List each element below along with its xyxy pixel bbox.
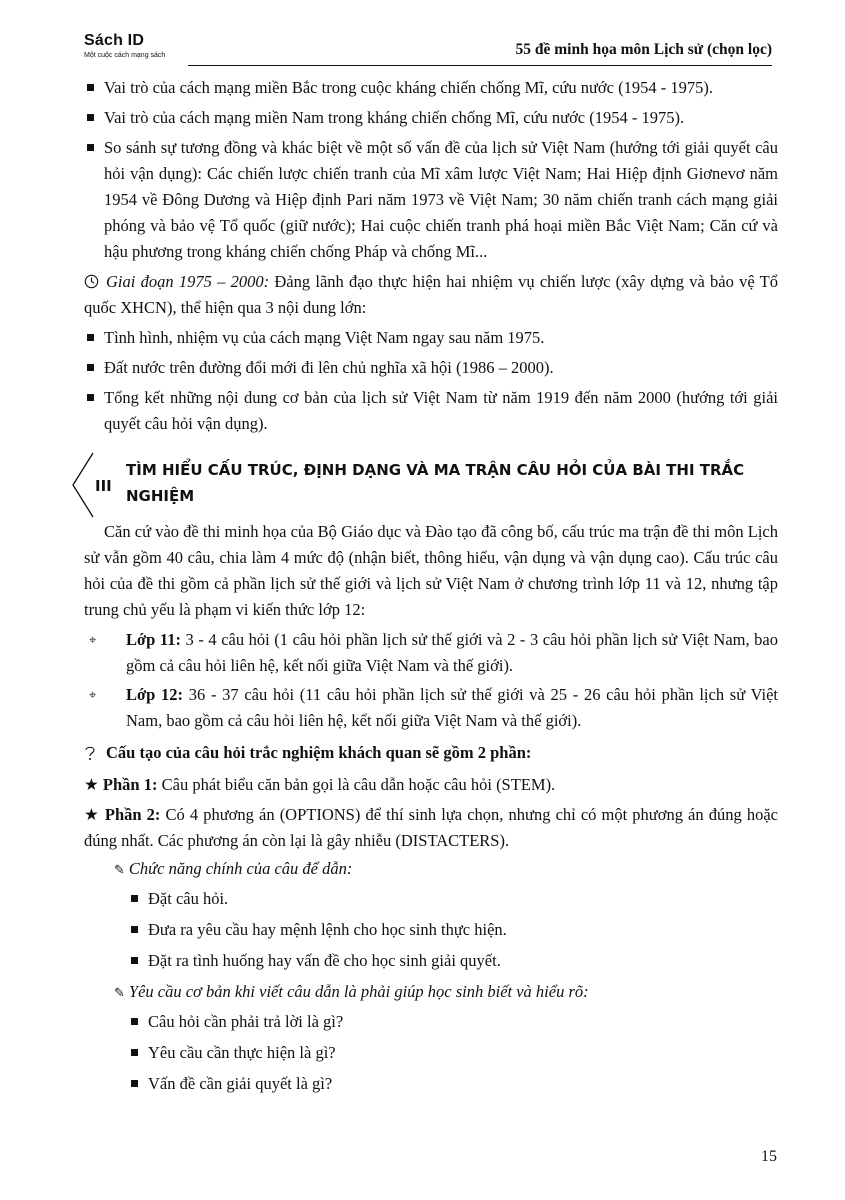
functions-heading: ✎ Chức năng chính của câu để dẫn: xyxy=(114,859,353,878)
chevron-badge-icon xyxy=(71,451,117,527)
functions-list xyxy=(128,886,778,974)
square-bullet-icon xyxy=(87,394,94,401)
list-item: So sánh sự tương đồng và khác biệt về một số vấn đề của lịch sử Việt Nam (hướng tới giải quyết câu hỏi vận dụng): Các chiến lược chiến tranh của Mĩ xâm lược Việt Nam; Hai Hiệp định Giơnevơ năm 1954 về Đông Dương và Hiệp định Pari năm 1973 về Việt Nam; 30 năm chiến tranh cách mạng giải phóng và bảo vệ Tổ quốc (giữ nước); Hai cuộc chiến tranh phá hoại miền Bắc Việt Nam; Căn cứ và hậu phương trong kháng chiến chống Pháp và chống Mĩ... xyxy=(84,135,778,265)
section-title: TÌM HIỂU CẤU TRÚC, ĐỊNH DẠNG VÀ MA TRẬN CÂU HỎI CỦA BÀI THI TRẮC NGHIỆM xyxy=(126,461,745,505)
list-item: Yêu cầu cần thực hiện là gì? xyxy=(128,1040,778,1066)
period-bullet-list xyxy=(84,325,778,437)
question-mark-icon xyxy=(84,740,106,766)
requirements-list xyxy=(128,1009,778,1097)
brand-slogan: Một cuộc cách mạng sách xyxy=(84,52,166,59)
square-bullet-icon xyxy=(87,114,94,121)
brand-logo xyxy=(84,32,165,60)
list-item: Đất nước trên đường đổi mới đi lên chủ nghĩa xã hội (1986 – 2000). xyxy=(84,355,778,381)
section-numeral: III xyxy=(95,477,112,495)
square-bullet-icon xyxy=(87,144,94,151)
question-heading: Cấu tạo của câu hỏi trắc nghiệm khách quan sẽ gồm 2 phần: xyxy=(84,740,778,766)
list-item: Đặt ra tình huống hay vấn đề cho học sinh giải quyết. xyxy=(128,948,778,974)
list-item: Tổng kết những nội dung cơ bản của lịch sử Việt Nam từ năm 1919 đến năm 2000 (hướng tới giải quyết câu hỏi vận dụng). xyxy=(84,385,778,437)
crosshair-icon: ⌖ xyxy=(89,688,97,703)
list-item: Vai trò của cách mạng miền Bắc trong cuộc kháng chiến chống Mĩ, cứu nước (1954 - 1975). xyxy=(84,75,778,101)
list-item: Vai trò của cách mạng miền Nam trong kháng chiến chống Mĩ, cứu nước (1954 - 1975). xyxy=(84,105,778,131)
pencil-icon: ✎ xyxy=(114,863,125,878)
pencil-icon: ✎ xyxy=(114,986,125,1001)
square-bullet-icon xyxy=(131,895,138,902)
book-title: 55 đề minh họa môn Lịch sử (chọn lọc) xyxy=(515,41,772,58)
brand-name: Sách ID xyxy=(84,32,145,49)
square-bullet-icon xyxy=(131,1080,138,1087)
square-bullet-icon xyxy=(131,1018,138,1025)
square-bullet-icon xyxy=(87,364,94,371)
header-rule xyxy=(188,65,772,66)
intro-paragraph: Căn cứ vào đề thi minh họa của Bộ Giáo dục và Đào tạo đã công bố, cấu trúc ma trận đề thi môn Lịch sử vẫn gồm 40 câu, chia làm 4 mức độ (nhận biết, thông hiểu, vận dụng và vận dụng cao). Cấu trúc câu hỏi của đề thi gồm cả phần lịch sử thế giới và lịch sử Việt Nam ở chương trình lớp 11 và 12, nhưng tập trung chủ yếu là phạm vi kiến thức lớp 12: xyxy=(84,522,778,619)
requirements-heading: ✎ Yêu cầu cơ bản khi viết câu dẫn là phải giúp học sinh biết và hiểu rõ: xyxy=(114,982,589,1001)
star-icon: ★ xyxy=(84,775,103,794)
period-paragraph xyxy=(84,269,778,321)
part-item: ★ Phần 1: Câu phát biểu căn bản gọi là câu dẫn hoặc câu hỏi (STEM). xyxy=(84,775,556,794)
square-bullet-icon xyxy=(131,926,138,933)
square-bullet-icon xyxy=(131,1049,138,1056)
period-label: Giai đoạn 1975 – 2000: xyxy=(106,272,270,291)
period-text: Đảng lãnh đạo thực hiện hai nhiệm vụ chiến lược (xây dựng và bảo vệ Tổ quốc XHCN), thể hiện qua 3 nội dung lớn: xyxy=(84,272,778,317)
part-item: ★ Phần 2: Có 4 phương án (OPTIONS) để thí sinh lựa chọn, nhưng chỉ có một phương án đúng hoặc đúng nhất. Các phương án còn lại là gây nhiễu (DISTACTERS). xyxy=(84,805,778,850)
list-item: Đưa ra yêu cầu hay mệnh lệnh cho học sinh thực hiện. xyxy=(128,917,778,943)
square-bullet-icon xyxy=(87,84,94,91)
list-item: Đặt câu hỏi. xyxy=(128,886,778,912)
page-header xyxy=(0,0,845,80)
clock-icon xyxy=(84,269,106,295)
square-bullet-icon xyxy=(87,334,94,341)
grade-item: ⌖ Lớp 11: 3 - 4 câu hỏi (1 câu hỏi phần lịch sử thế giới và 2 - 3 câu hỏi phần lịch sử Việt Nam, bao gồm cả câu hỏi liên hệ, kết nối giữa Việt Nam và thế giới). xyxy=(89,630,778,675)
top-bullet-list xyxy=(84,75,778,265)
square-bullet-icon xyxy=(131,957,138,964)
grade-item: ⌖ Lớp 12: 36 - 37 câu hỏi (11 câu hỏi phần lịch sử thế giới và 25 - 26 câu hỏi phần lịch sử Việt Nam, bao gồm cả câu hỏi liên hệ, kết nối giữa Việt Nam và thế giới). xyxy=(89,685,778,730)
section-heading xyxy=(84,451,778,519)
list-item: Vấn đề cần giải quyết là gì? xyxy=(128,1071,778,1097)
star-icon: ★ xyxy=(84,805,105,824)
crosshair-icon: ⌖ xyxy=(89,633,97,648)
page-content xyxy=(84,75,778,1102)
list-item: Tình hình, nhiệm vụ của cách mạng Việt Nam ngay sau năm 1975. xyxy=(84,325,778,351)
page-number: 15 xyxy=(761,1148,777,1165)
list-item: Câu hỏi cần phải trả lời là gì? xyxy=(128,1009,778,1035)
